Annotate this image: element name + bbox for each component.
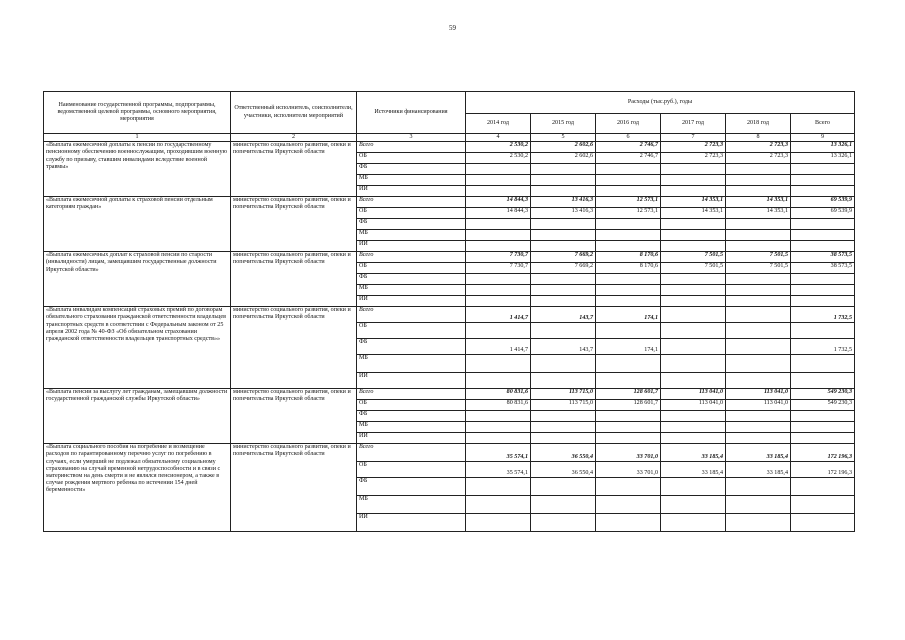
column-number: 9 — [791, 134, 855, 142]
funding-source: МБ — [357, 496, 466, 514]
column-number: 3 — [357, 134, 466, 142]
year-value — [596, 323, 661, 339]
year-value: 174,1 — [596, 307, 661, 323]
year-value: 7 501,5 — [726, 252, 791, 263]
year-value — [531, 355, 596, 373]
year-value: 128 601,7 — [596, 400, 661, 411]
funding-source: ФБ — [357, 411, 466, 422]
year-value: 7 669,2 — [531, 263, 596, 274]
year-value: 7 501,5 — [661, 263, 726, 274]
year-value — [726, 186, 791, 197]
year-value: 14 844,3 — [466, 208, 531, 219]
year-value — [596, 230, 661, 241]
year-value: 80 831,6 — [466, 389, 531, 400]
total-value: 13 326,1 — [791, 142, 855, 153]
measure-name: «Выплата ежемесячных доплат к страховой пенсии по старости (инвалидности) лицам, замещавшим государственные должности Иркутской области» — [44, 252, 231, 307]
year-value — [596, 296, 661, 307]
year-value: 113 715,0 — [531, 389, 596, 400]
funding-source: ИИ — [357, 433, 466, 444]
funding-source: МБ — [357, 230, 466, 241]
total-value — [791, 241, 855, 252]
table-row — [44, 307, 855, 323]
header-year: 2016 год — [596, 114, 661, 134]
year-value — [531, 411, 596, 422]
year-value — [726, 164, 791, 175]
column-number: 6 — [596, 134, 661, 142]
column-number: 8 — [726, 134, 791, 142]
total-value: 1 732,5 — [791, 307, 855, 323]
page-number: 59 — [449, 24, 456, 32]
header-year: 2017 год — [661, 114, 726, 134]
funding-source: МБ — [357, 175, 466, 186]
year-value: 33 185,4 — [726, 444, 791, 462]
funding-source: ОБ — [357, 153, 466, 164]
year-value — [726, 373, 791, 389]
funding-source: ОБ — [357, 462, 466, 478]
year-value — [661, 175, 726, 186]
funding-source: ФБ — [357, 164, 466, 175]
table-row — [44, 197, 855, 208]
funding-source: МБ — [357, 422, 466, 433]
year-value — [661, 230, 726, 241]
funding-source: ИИ — [357, 373, 466, 389]
year-value — [466, 373, 531, 389]
year-value: 113 041,0 — [661, 400, 726, 411]
year-value — [596, 164, 661, 175]
year-value — [531, 219, 596, 230]
total-value: 69 539,9 — [791, 197, 855, 208]
total-value — [791, 164, 855, 175]
year-value: 13 416,3 — [531, 197, 596, 208]
responsible-executor: министерство социального развития, опеки и попечительства Иркутской области — [231, 444, 357, 532]
column-number: 7 — [661, 134, 726, 142]
year-value: 13 416,3 — [531, 208, 596, 219]
year-value — [596, 186, 661, 197]
year-value: 2 602,6 — [531, 142, 596, 153]
year-value: 8 170,6 — [596, 263, 661, 274]
total-value — [791, 422, 855, 433]
year-value — [466, 433, 531, 444]
year-value — [661, 164, 726, 175]
year-value — [596, 175, 661, 186]
year-value: 80 831,6 — [466, 400, 531, 411]
year-value: 33 701,0 — [596, 444, 661, 462]
measure-name: «Выплата ежемесячной доплаты к пенсии по государственному пенсионному обеспечению военнослужащим, проходившим военную службу по призыву, ставшим инвалидами вследствие военной травмы» — [44, 142, 231, 197]
funding-source: Всего — [357, 307, 466, 323]
year-value: 14 353,1 — [726, 208, 791, 219]
year-value — [531, 186, 596, 197]
year-value — [726, 478, 791, 496]
year-value — [596, 355, 661, 373]
funding-source: ФБ — [357, 219, 466, 230]
year-value: 12 573,1 — [596, 197, 661, 208]
year-value — [661, 496, 726, 514]
total-value — [791, 496, 855, 514]
year-value — [466, 496, 531, 514]
year-value — [466, 323, 531, 339]
measure-name: «Выплата инвалидам компенсаций страховых премий по договорам обязательного страхования гражданской ответственности владельцев транспортных средств в соответствии с Федеральным законом от 25 апреля 2002 года № 40-ФЗ «Об обязательном страховании гражданской ответственности владельцев транспортных средств»» — [44, 307, 231, 389]
year-value — [531, 164, 596, 175]
year-value — [661, 373, 726, 389]
funding-source: ИИ — [357, 296, 466, 307]
year-value — [531, 422, 596, 433]
year-value — [466, 355, 531, 373]
year-value: 143,7 — [531, 339, 596, 355]
total-value — [791, 411, 855, 422]
header-name: Наименование государственной программы, подпрограммы, ведомственной целевой программы, основного мероприятия, мероприятия — [44, 92, 231, 134]
total-value: 549 230,3 — [791, 389, 855, 400]
year-value — [466, 230, 531, 241]
year-value: 143,7 — [531, 307, 596, 323]
column-number: 2 — [231, 134, 357, 142]
table-row — [44, 389, 855, 400]
year-value — [596, 496, 661, 514]
year-value: 7 501,5 — [661, 252, 726, 263]
year-value: 1 414,7 — [466, 339, 531, 355]
year-value: 14 844,3 — [466, 197, 531, 208]
year-value — [726, 175, 791, 186]
year-value — [466, 164, 531, 175]
funding-source: ИИ — [357, 241, 466, 252]
measure-name: «Выплата пенсии за выслугу лет гражданам, замещавшим должности государственной гражданской службы Иркутской области» — [44, 389, 231, 444]
total-value — [791, 373, 855, 389]
year-value — [661, 411, 726, 422]
funding-source: Всего — [357, 142, 466, 153]
column-number: 1 — [44, 134, 231, 142]
funding-source: Всего — [357, 389, 466, 400]
total-value — [791, 296, 855, 307]
expenses-table — [43, 91, 855, 532]
year-value: 2 723,3 — [726, 153, 791, 164]
column-number: 5 — [531, 134, 596, 142]
funding-source: ФБ — [357, 478, 466, 496]
year-value — [661, 241, 726, 252]
year-value — [661, 355, 726, 373]
year-value — [726, 285, 791, 296]
header-year: 2014 год — [466, 114, 531, 134]
year-value — [531, 285, 596, 296]
year-value — [726, 411, 791, 422]
header-expenses: Расходы (тыс.руб.), годы — [466, 92, 855, 114]
year-value — [596, 514, 661, 532]
year-value — [531, 230, 596, 241]
year-value — [466, 514, 531, 532]
funding-source: МБ — [357, 355, 466, 373]
year-value: 7 730,7 — [466, 252, 531, 263]
year-value: 1 414,7 — [466, 307, 531, 323]
year-value — [726, 355, 791, 373]
year-value — [726, 307, 791, 323]
funding-source: Всего — [357, 252, 466, 263]
year-value: 2 723,3 — [726, 142, 791, 153]
year-value: 7 730,7 — [466, 263, 531, 274]
funding-source: Всего — [357, 197, 466, 208]
year-value — [531, 496, 596, 514]
header-responsible: Ответственный исполнитель, соисполнители, участники, исполнители мероприятий — [231, 92, 357, 134]
year-value: 2 746,7 — [596, 153, 661, 164]
year-value — [596, 285, 661, 296]
year-value — [661, 339, 726, 355]
total-value — [791, 186, 855, 197]
year-value: 36 550,4 — [531, 444, 596, 462]
year-value: 113 041,0 — [661, 389, 726, 400]
year-value — [726, 514, 791, 532]
year-value — [661, 478, 726, 496]
total-value: 38 573,5 — [791, 252, 855, 263]
year-value — [661, 323, 726, 339]
funding-source: Всего — [357, 444, 466, 462]
year-value — [531, 478, 596, 496]
year-value — [466, 175, 531, 186]
funding-source: ФБ — [357, 274, 466, 285]
column-number: 4 — [466, 134, 531, 142]
year-value — [661, 219, 726, 230]
year-value — [726, 496, 791, 514]
year-value: 14 353,1 — [661, 197, 726, 208]
year-value — [596, 373, 661, 389]
year-value — [726, 339, 791, 355]
year-value: 128 601,7 — [596, 389, 661, 400]
year-value — [661, 422, 726, 433]
table-body — [44, 142, 855, 532]
year-value — [466, 296, 531, 307]
year-value — [466, 186, 531, 197]
funding-source: ОБ — [357, 263, 466, 274]
year-value — [466, 422, 531, 433]
year-value — [466, 478, 531, 496]
table-row — [44, 142, 855, 153]
year-value: 2 602,6 — [531, 153, 596, 164]
total-value — [791, 274, 855, 285]
total-value — [791, 355, 855, 373]
year-value: 14 353,1 — [661, 208, 726, 219]
total-value: 38 573,5 — [791, 263, 855, 274]
year-value — [726, 296, 791, 307]
year-value: 2 723,3 — [661, 153, 726, 164]
year-value — [531, 323, 596, 339]
year-value: 12 573,1 — [596, 208, 661, 219]
header-year: 2018 год — [726, 114, 791, 134]
year-value — [661, 514, 726, 532]
year-value — [661, 296, 726, 307]
year-value: 35 574,1 — [466, 462, 531, 478]
total-value: 13 326,1 — [791, 153, 855, 164]
year-value — [661, 433, 726, 444]
year-value — [726, 274, 791, 285]
year-value — [726, 433, 791, 444]
responsible-executor: министерство социального развития, опеки и попечительства Иркутской области — [231, 307, 357, 389]
year-value — [466, 241, 531, 252]
year-value: 2 530,2 — [466, 153, 531, 164]
total-value — [791, 219, 855, 230]
funding-source: ОБ — [357, 400, 466, 411]
year-value — [531, 274, 596, 285]
year-value — [726, 241, 791, 252]
year-value — [466, 274, 531, 285]
funding-source: ИИ — [357, 186, 466, 197]
table-row — [44, 444, 855, 462]
year-value: 33 185,4 — [661, 462, 726, 478]
year-value: 33 701,0 — [596, 462, 661, 478]
funding-source: МБ — [357, 285, 466, 296]
year-value — [596, 241, 661, 252]
year-value — [596, 274, 661, 285]
total-value — [791, 433, 855, 444]
responsible-executor: министерство социального развития, опеки и попечительства Иркутской области — [231, 389, 357, 444]
year-value — [466, 219, 531, 230]
year-value — [531, 175, 596, 186]
year-value: 7 669,2 — [531, 252, 596, 263]
header-year: 2015 год — [531, 114, 596, 134]
year-value — [596, 478, 661, 496]
total-value: 1 732,5 — [791, 339, 855, 355]
funding-source: ОБ — [357, 323, 466, 339]
year-value: 174,1 — [596, 339, 661, 355]
year-value — [726, 422, 791, 433]
responsible-executor: министерство социального развития, опеки и попечительства Иркутской области — [231, 252, 357, 307]
year-value — [596, 219, 661, 230]
measure-name: «Выплата ежемесячной доплаты к страховой пенсии отдельным категориям граждан» — [44, 197, 231, 252]
year-value: 14 353,1 — [726, 197, 791, 208]
total-value — [791, 478, 855, 496]
year-value: 33 185,4 — [726, 462, 791, 478]
year-value — [596, 422, 661, 433]
funding-source: ИИ — [357, 514, 466, 532]
funding-source: ОБ — [357, 208, 466, 219]
measure-name: «Выплата социального пособия на погребение и возмещение расходов по гарантированному перечню услуг по погребению в случаях, если умерший не подлежал обязательному социальному страхованию на случай временной нетрудоспособности и в связи с материнством на день смерти и не являлся пенсионером, а также в случае рождения мертвого ребенка по истечении 154 дней беременности» — [44, 444, 231, 532]
year-value — [466, 285, 531, 296]
header-total: Всего — [791, 114, 855, 134]
total-value — [791, 323, 855, 339]
year-value: 2 746,7 — [596, 142, 661, 153]
responsible-executor: министерство социального развития, опеки и попечительства Иркутской области — [231, 142, 357, 197]
year-value — [531, 296, 596, 307]
total-value — [791, 230, 855, 241]
year-value — [661, 307, 726, 323]
year-value — [726, 323, 791, 339]
total-value: 69 539,9 — [791, 208, 855, 219]
year-value — [661, 274, 726, 285]
year-value: 113 715,0 — [531, 400, 596, 411]
year-value — [531, 433, 596, 444]
total-value — [791, 514, 855, 532]
year-value: 8 170,6 — [596, 252, 661, 263]
year-value: 7 501,5 — [726, 263, 791, 274]
total-value — [791, 175, 855, 186]
total-value: 172 196,3 — [791, 462, 855, 478]
total-value: 172 196,3 — [791, 444, 855, 462]
total-value — [791, 285, 855, 296]
year-value: 36 550,4 — [531, 462, 596, 478]
year-value: 113 041,0 — [726, 389, 791, 400]
funding-source: ФБ — [357, 339, 466, 355]
responsible-executor: министерство социального развития, опеки и попечительства Иркутской области — [231, 197, 357, 252]
year-value — [531, 241, 596, 252]
year-value: 33 185,4 — [661, 444, 726, 462]
year-value — [596, 411, 661, 422]
year-value — [661, 285, 726, 296]
year-value — [531, 514, 596, 532]
header-sources: Источники финансирования — [357, 92, 466, 134]
year-value — [726, 219, 791, 230]
year-value: 2 530,2 — [466, 142, 531, 153]
table-row — [44, 252, 855, 263]
year-value — [661, 186, 726, 197]
year-value: 35 574,1 — [466, 444, 531, 462]
year-value — [726, 230, 791, 241]
year-value: 113 041,0 — [726, 400, 791, 411]
year-value — [531, 373, 596, 389]
year-value: 2 723,3 — [661, 142, 726, 153]
year-value — [596, 433, 661, 444]
year-value — [466, 411, 531, 422]
total-value: 549 230,3 — [791, 400, 855, 411]
